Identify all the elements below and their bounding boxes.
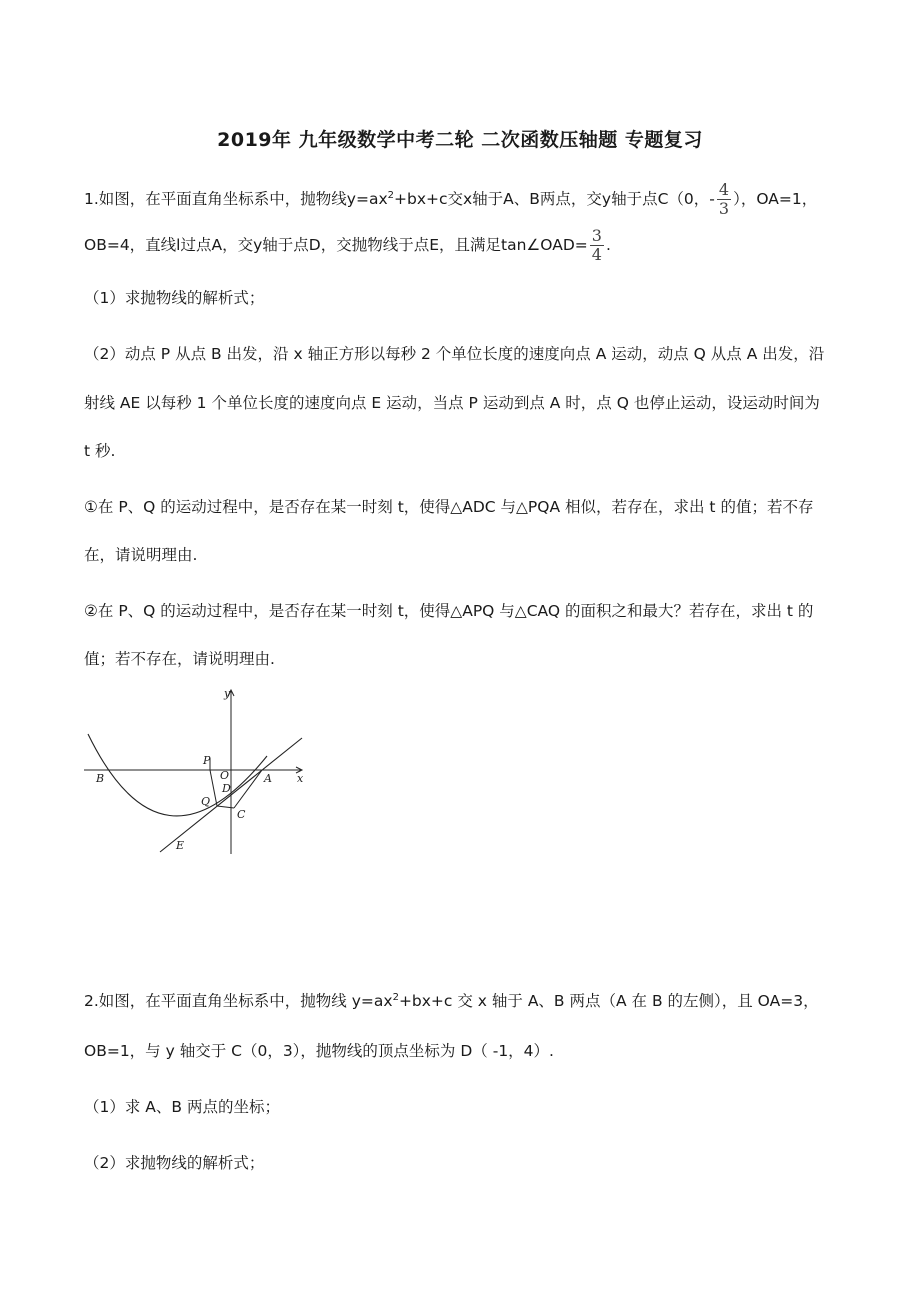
q1-sub1-line1: ①在 P、Q 的运动过程中，是否存在某一时刻 t，使得△ADC 与△PQA 相似，若存在，求出 t 的值；若不存 [84, 498, 814, 516]
label-y: y [224, 687, 231, 700]
fraction-four-thirds [717, 182, 731, 217]
fraction-numerator: 4 [718, 180, 730, 199]
label-p: P [203, 754, 211, 767]
fraction-denominator: 3 [718, 199, 730, 218]
q1-text-c: ），OA=1， [733, 190, 818, 208]
q2-text-a: 2.如图，在平面直角坐标系中，抛物线 y=ax [84, 992, 393, 1010]
label-c: C [237, 808, 246, 821]
q1-exponent: 2 [387, 189, 394, 201]
label-d: D [222, 782, 231, 795]
q2-statement-line1 [84, 990, 819, 1012]
q2-statement-line2: OB=1，与 y 轴交于 C（0，3），抛物线的顶点坐标为 D（ -1，4）. [84, 1042, 554, 1060]
q1-sub1-line2: 在，请说明理由. [84, 546, 198, 564]
q1-part2-line3: t 秒. [84, 442, 116, 460]
q1-text-d: OB=4，直线l过点A，交y轴于点D，交抛物线于点E，且满足tan∠OAD= [84, 236, 588, 254]
label-o: O [220, 769, 230, 782]
fraction-denominator: 4 [591, 245, 602, 264]
q1-sub2-line1: ②在 P、Q 的运动过程中，是否存在某一时刻 t，使得△APQ 与△CAQ 的面积之和最大？若存在，求出 t 的 [84, 602, 814, 620]
parabola-figure [82, 686, 310, 856]
q1-statement-line2 [84, 228, 611, 263]
q2-part1: （1）求 A、B 两点的坐标； [84, 1098, 280, 1116]
q2-text-b: +bx+c 交 x 轴于 A、B 两点（A 在 B 的左侧），且 OA=3， [398, 992, 819, 1010]
label-b: B [96, 772, 105, 785]
q1-text-b: +bx+c交x轴于A、B两点，交y轴于点C（0，- [394, 190, 715, 208]
q1-part2-line1: （2）动点 P 从点 B 出发，沿 x 轴正方形以每秒 2 个单位长度的速度向点 A 运动，动点 Q 从点 A 出发，沿 [84, 345, 825, 363]
label-q: Q [201, 795, 211, 808]
fraction-numerator: 3 [591, 226, 602, 245]
page-title: 2019年 九年级数学中考二轮 二次函数压轴题 专题复习 [217, 129, 703, 151]
label-e: E [176, 839, 185, 852]
q1-statement-line1 [84, 182, 817, 217]
label-x: x [297, 772, 304, 785]
q1-part2-line2: 射线 AE 以每秒 1 个单位长度的速度向点 E 运动，当点 P 运动到点 A 时，点 Q 也停止运动，设运动时间为 [84, 394, 820, 412]
fraction-three-quarters [590, 228, 604, 263]
q1-sub2-line2: 值；若不存在，请说明理由. [84, 650, 275, 668]
q1-part1: （1）求抛物线的解析式； [84, 289, 265, 307]
figure-background [82, 686, 310, 856]
q2-exponent: 2 [392, 991, 399, 1003]
q2-part2: （2）求抛物线的解析式； [84, 1154, 265, 1172]
q1-text-e: . [605, 236, 611, 254]
q1-text-a: 1.如图，在平面直角坐标系中，抛物线y=ax [84, 190, 388, 208]
label-a: A [264, 772, 272, 785]
